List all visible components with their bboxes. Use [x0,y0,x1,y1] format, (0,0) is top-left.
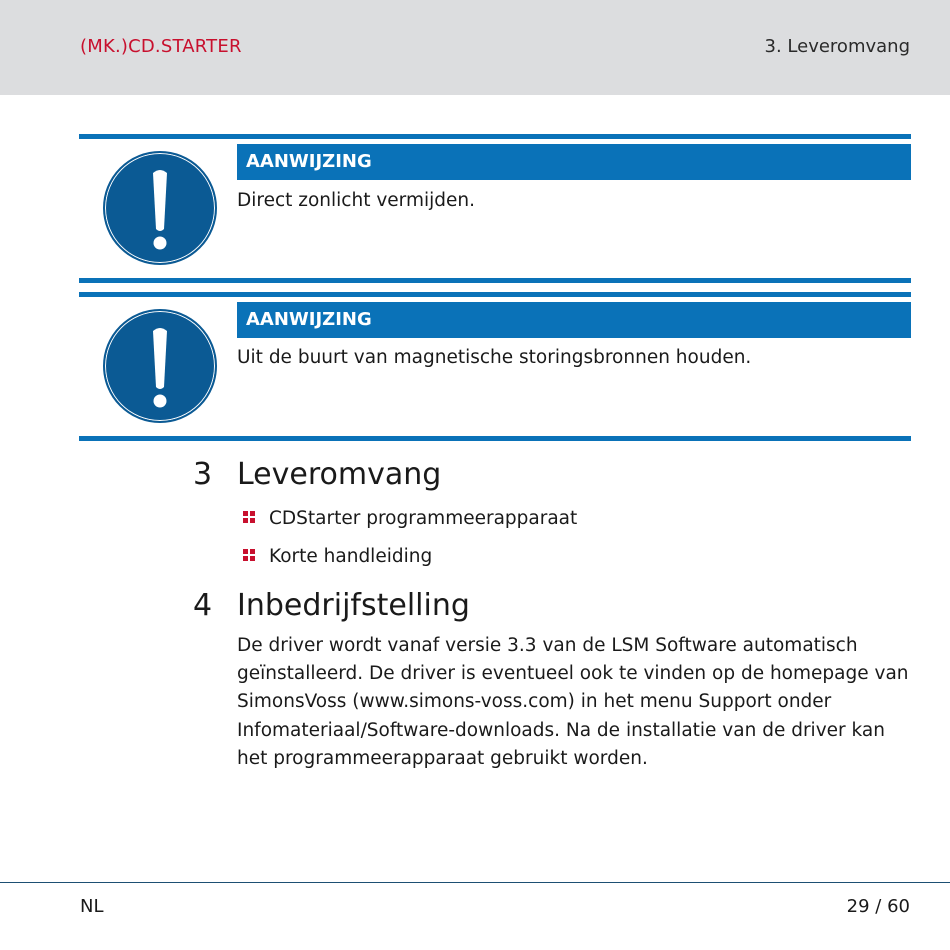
section-4-number: 4 [193,588,213,623]
list-item-text: Korte handleiding [269,546,433,567]
header-chapter-title: 3. Leveromvang [764,36,910,57]
notice-bottom-rule [79,278,911,283]
notice-box-1 [79,134,911,286]
notice-text: Uit de buurt van magnetische storingsbronnen houden. [237,347,752,368]
page-header [0,0,950,95]
section-4-title: Inbedrijfstelling [237,588,470,623]
notice-label: AANWIJZING [237,302,911,338]
notice-label: AANWIJZING [237,144,911,180]
notice-top-rule [79,134,911,139]
red-square-bullet-icon [243,549,256,562]
notice-text: Direct zonlicht vermijden. [237,190,475,211]
list-item-text: CDStarter programmeerapparaat [269,508,578,529]
exclamation-icon [103,309,217,423]
footer-rule [0,882,950,883]
section-3-title: Leveromvang [237,457,442,492]
red-square-bullet-icon [243,511,256,524]
notice-box-2 [79,292,911,442]
footer-language: NL [80,896,104,917]
notice-bottom-rule [79,436,911,441]
section-3-number: 3 [193,457,213,492]
header-product-name: (MK.)CD.STARTER [80,36,242,57]
footer-page-number: 29 / 60 [846,896,910,917]
exclamation-icon [103,151,217,265]
notice-top-rule [79,292,911,297]
section-4-body: De driver wordt vanaf versie 3.3 van de LSM Software automatisch geïnstalleerd. De driver is eventueel ook te vinden op de homepage van SimonsVoss (www.simons-voss.com) in het menu Support onder Infomateriaal/Software-downloads. Na de installatie van de driver kan het programmeerapparaat gebruikt worden. [237,635,909,769]
